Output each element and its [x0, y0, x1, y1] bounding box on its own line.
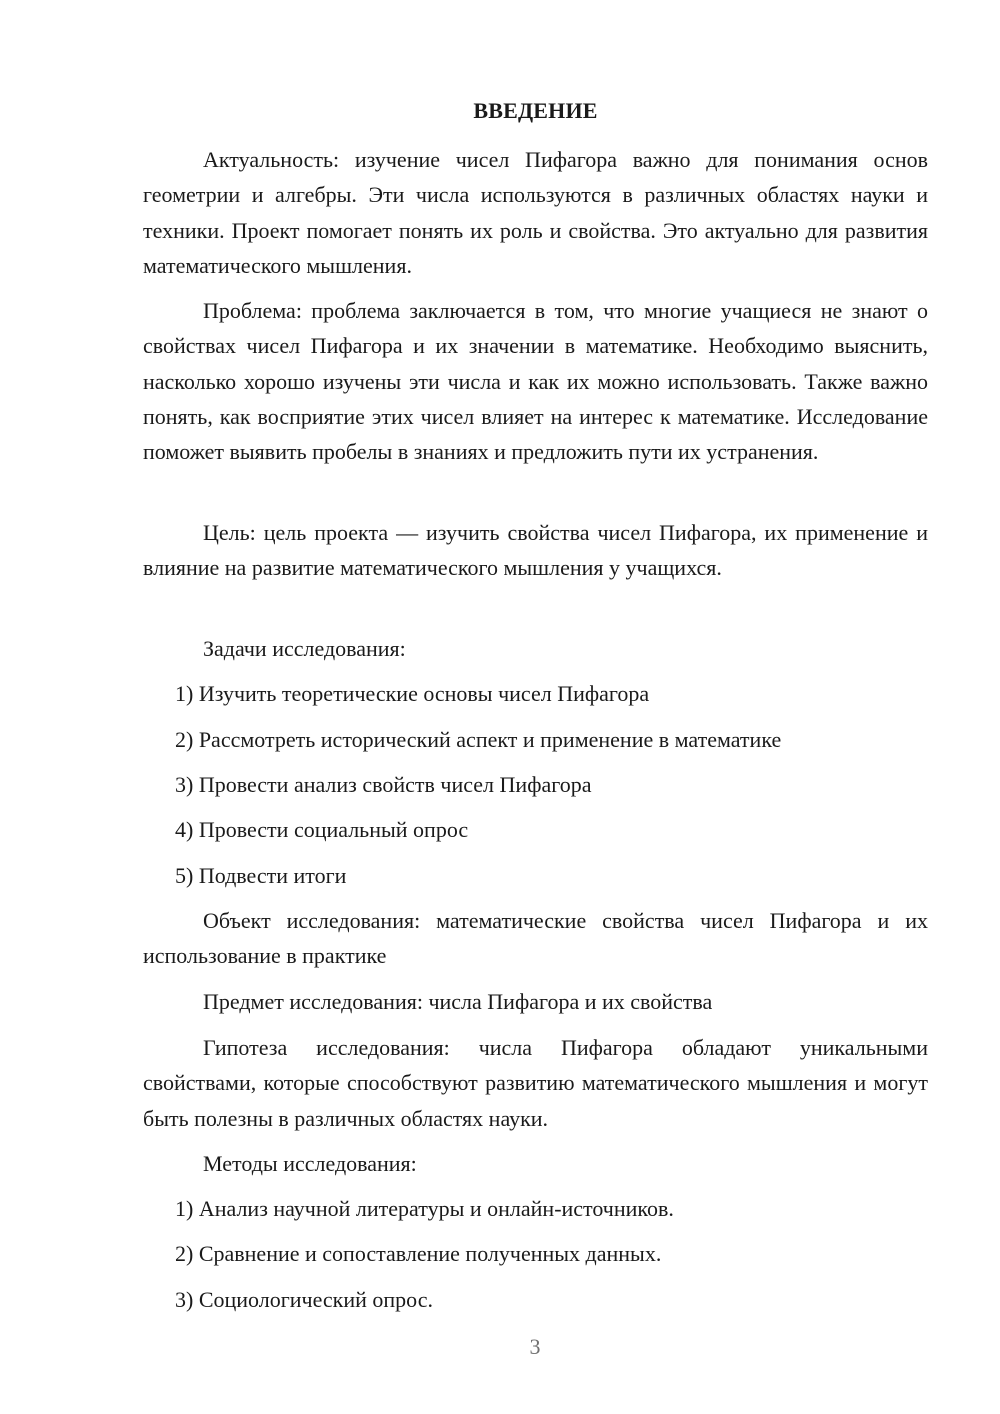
- page-number: 3: [529, 1334, 541, 1359]
- problem-paragraph: Проблема: проблема заключается в том, что многие учащиеся не знают о свойствах чисел Пифагора и их значении в математике. Необходимо выяснить, насколько хорошо изучены эти числа и как их можно использовать. Также важно понять, как восприятие этих чисел влияет на интерес к математике. Исследование поможет выявить пробелы в знаниях и предложить пути их устранения.: [143, 298, 928, 465]
- hypothesis-paragraph: Гипотеза исследования: числа Пифагора обладают уникальными свойствами, которые способствуют развитию математического мышления и могут быть полезны в различных областях науки.: [143, 1035, 928, 1131]
- method-item: 3) Социологический опрос.: [175, 1287, 433, 1312]
- object-paragraph: Объект исследования: математические свойства чисел Пифагора и их использование в практике: [143, 908, 928, 969]
- goal-paragraph: Цель: цель проекта — изучить свойства чисел Пифагора, их применение и влияние на развитие математического мышления у учащихся.: [143, 520, 928, 581]
- task-item: 4) Провести социальный опрос: [175, 817, 469, 842]
- task-item: 1) Изучить теоретические основы чисел Пифагора: [175, 681, 650, 706]
- task-item: 3) Провести анализ свойств чисел Пифагора: [175, 772, 592, 797]
- method-item: 2) Сравнение и сопоставление полученных данных.: [175, 1241, 662, 1266]
- relevance-paragraph: Актуальность: изучение чисел Пифагора важно для понимания основ геометрии и алгебры. Эти числа используются в различных областях науки и техники. Проект помогает понять их роль и свойства. Это актуально для развития математического мышления.: [143, 147, 928, 278]
- page-title: ВВЕДЕНИЕ: [473, 98, 598, 123]
- methods-heading: Методы исследования:: [203, 1151, 417, 1176]
- method-item: 1) Анализ научной литературы и онлайн-источников.: [175, 1196, 674, 1221]
- tasks-heading: Задачи исследования:: [203, 636, 406, 661]
- task-item: 5) Подвести итоги: [175, 863, 347, 888]
- subject-paragraph: Предмет исследования: числа Пифагора и их свойства: [203, 989, 713, 1014]
- task-item: 2) Рассмотреть исторический аспект и применение в математике: [175, 727, 782, 752]
